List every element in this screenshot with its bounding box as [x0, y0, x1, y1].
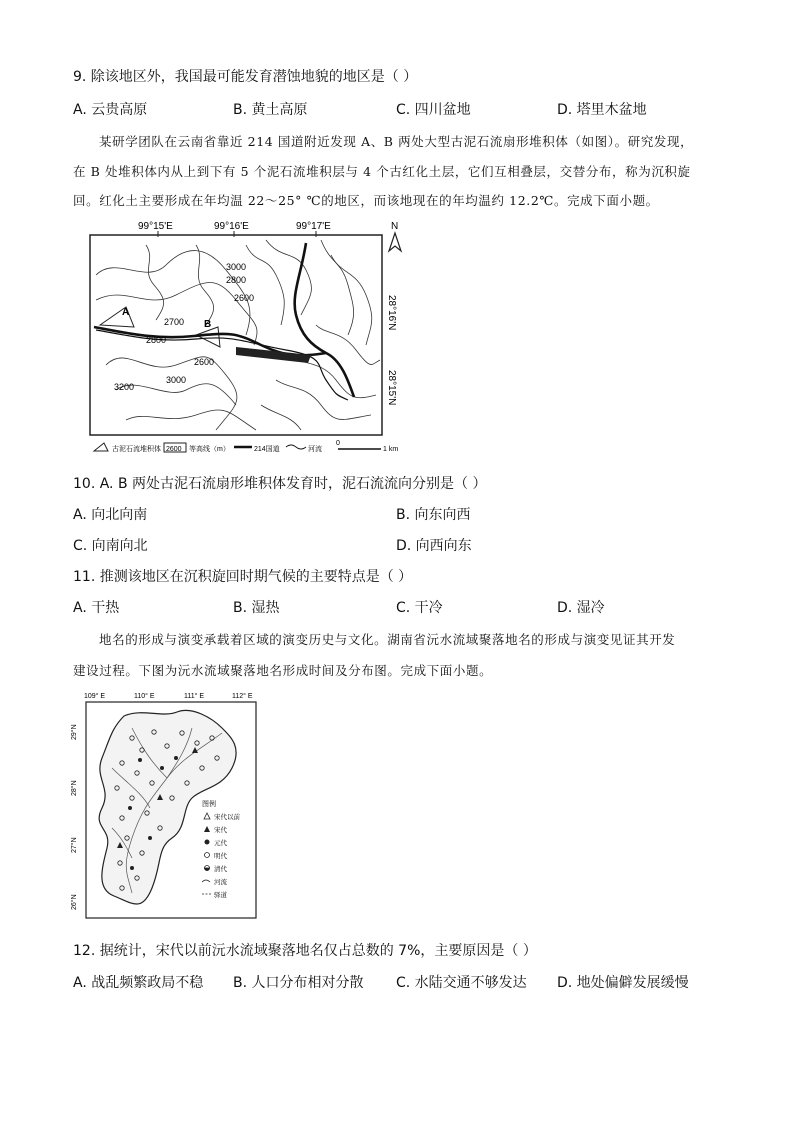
yuan-river-settlement-map	[72, 688, 272, 923]
question-11-option-d: D. 湿冷	[557, 600, 605, 616]
lon2-label-1: 109° E	[84, 693, 106, 700]
passage-2-line-1: 地名的形成与演变承载着区域的演变历史与文化。湖南省沅水流域聚落地名的形成与演变见证其开发	[99, 632, 676, 647]
lon-label-1: 99°15'E	[138, 221, 173, 232]
question-9-stem: 9. 除该地区外，我国最可能发育潜蚀地貌的地区是（ ）	[73, 69, 418, 85]
passage-2-line-2: 建设过程。下图为沅水流域聚落地名形成时间及分布图。完成下面小题。	[73, 663, 493, 678]
legend2-item-river: 河流	[214, 879, 227, 886]
question-10-option-b: B. 向东向西	[396, 507, 471, 523]
contour-label-4: 2700	[164, 317, 185, 327]
legend-item-contour: 等高线（m）	[189, 446, 230, 453]
scale-km: 1 km	[383, 446, 399, 453]
legend2-item-yuan: 元代	[214, 840, 227, 847]
contour-label-8: 3200	[114, 382, 135, 392]
legend2-title: 图例	[202, 801, 216, 808]
lon2-label-2: 110° E	[134, 693, 155, 700]
contour-label-6: 2600	[194, 357, 215, 367]
lat2-label-2: 28°N	[71, 780, 78, 796]
lon2-label-3: 111° E	[184, 693, 205, 700]
legend2-item-song: 宋代	[214, 827, 227, 834]
debris-flow-topographic-map	[86, 215, 412, 455]
question-12-stem: 12. 据统计，宋代以前沅水流域聚落地名仅占总数的 7%，主要原因是（ ）	[73, 943, 537, 959]
point-label-b: B	[204, 319, 212, 330]
lat2-label-4: 26°N	[71, 894, 78, 910]
question-12-option-d: D. 地处偏僻发展缓慢	[557, 975, 689, 991]
legend-item-fan: 古泥石流堆积体	[112, 446, 161, 453]
question-10-option-c: C. 向南向北	[73, 538, 148, 554]
question-11-option-b: B. 湿热	[233, 600, 280, 616]
north-arrow-icon	[389, 233, 401, 251]
question-12-option-b: B. 人口分布相对分散	[233, 975, 364, 991]
scale-zero: 0	[336, 440, 340, 447]
contour-label-7: 3000	[166, 375, 187, 385]
question-9-option-d: D. 塔里木盆地	[557, 102, 647, 118]
passage-1-line-3: 回。红化土主要形成在年均温 22～25° ℃的地区，而该地现在的年均温约 12.2℃。完成下面小题。	[73, 193, 659, 208]
legend2-item-post-road: 驿道	[214, 892, 227, 899]
contour-label-1: 3000	[226, 262, 247, 272]
question-10-option-a: A. 向北向南	[73, 507, 148, 523]
lat-label-2: 28°15'N	[386, 370, 397, 406]
legend2-item-ming: 明代	[214, 853, 227, 860]
question-11-option-a: A. 干热	[73, 600, 120, 616]
legend-item-contour-value: 2600	[166, 446, 182, 453]
question-10-stem: 10. A. B 两处古泥石流扇形堆积体发育时，泥石流流向分别是（ ）	[73, 476, 487, 492]
map-1-legend	[94, 440, 398, 453]
lon2-label-4: 112° E	[232, 693, 253, 700]
lon-label-2: 99°16'E	[214, 221, 249, 232]
legend2-item-pre-song: 宋代以前	[214, 814, 240, 821]
question-9-option-c: C. 四川盆地	[396, 102, 471, 118]
lat2-label-3: 27°N	[71, 837, 78, 853]
lon-label-3: 99°17'E	[296, 221, 331, 232]
question-10-option-d: D. 向西向东	[396, 538, 472, 554]
legend2-item-qing: 清代	[214, 866, 227, 873]
legend-item-river: 河流	[308, 446, 322, 453]
question-9-option-a: A. 云贵高原	[73, 102, 148, 118]
contour-label-2: 2800	[226, 275, 247, 285]
passage-1-line-1: 某研学团队在云南省靠近 214 国道附近发现 A、B 两处大型古泥石流扇形堆积体（如图）。研究发现，	[99, 134, 694, 149]
question-12-option-c: C. 水陆交通不够发达	[396, 975, 527, 991]
question-11-stem: 11. 推测该地区在沉积旋回时期气候的主要特点是（ ）	[73, 569, 413, 585]
north-label: N	[391, 221, 399, 232]
point-label-a: A	[122, 307, 130, 318]
contour-label-3: 2600	[234, 293, 255, 303]
lat-label-1: 28°16'N	[386, 295, 397, 331]
lat2-label-1: 29°N	[71, 724, 78, 740]
question-11-option-c: C. 干冷	[396, 600, 443, 616]
contour-label-5: 2800	[146, 335, 167, 345]
question-12-option-a: A. 战乱频繁政局不稳	[73, 975, 204, 991]
passage-1-line-2: 在 B 处堆积体内从上到下有 5 个泥石流堆积层与 4 个古红化土层，它们互相叠层，交替分布，称为沉积旋	[73, 164, 691, 179]
legend-item-road: 214国道	[254, 446, 280, 453]
question-9-option-b: B. 黄土高原	[233, 102, 308, 118]
